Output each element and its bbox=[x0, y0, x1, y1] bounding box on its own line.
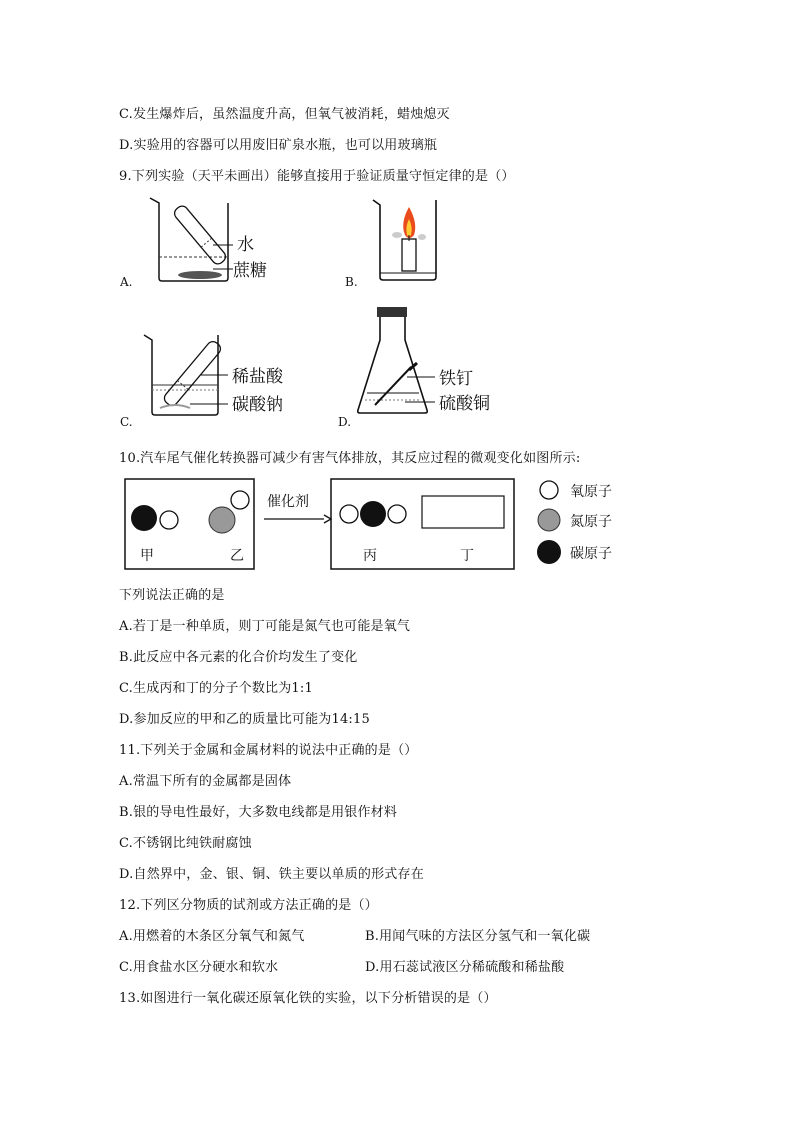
nitrogen-atom-icon bbox=[209, 507, 235, 533]
q12-option-c: C.用食盐水区分硬水和软水 bbox=[119, 960, 279, 975]
legend-oxygen-icon bbox=[540, 481, 558, 499]
q8-option-c: C.发生爆炸后，虽然温度升高，但氧气被消耗，蜡烛熄灭 bbox=[119, 107, 450, 122]
q11-option-b: B.银的导电性最好，大多数电线都是用银作材料 bbox=[119, 805, 398, 820]
q10-stem: 10.汽车尾气催化转换器可减少有害气体排放，其反应过程的微观变化如图所示: bbox=[119, 451, 581, 466]
q9-stem: 9.下列实验（天平未画出）能够直接用于验证质量守恒定律的是（） bbox=[119, 169, 515, 184]
legend-carbon-icon bbox=[537, 540, 561, 564]
q9-fig-d-label: D. bbox=[338, 415, 352, 429]
q10-option-d: D.参加反应的甲和乙的质量比可能为14:15 bbox=[119, 712, 370, 727]
q11-option-c: C.不锈钢比纯铁耐腐蚀 bbox=[119, 836, 252, 851]
q11-stem: 11.下列关于金属和金属材料的说法中正确的是（） bbox=[119, 743, 418, 758]
q11-option-a: A.常温下所有的金属都是固体 bbox=[119, 774, 292, 789]
q10-option-b: B.此反应中各元素的化合价均发生了变化 bbox=[119, 650, 358, 665]
fig-a-label-sugar: 蔗糖 bbox=[233, 261, 267, 281]
q9-figure-c bbox=[140, 330, 300, 420]
q10-option-a: A.若丁是一种单质，则丁可能是氮气也可能是氧气 bbox=[119, 619, 411, 634]
q10-sub-stem: 下列说法正确的是 bbox=[119, 588, 225, 603]
label-bing: 丙 bbox=[363, 548, 377, 564]
oxygen-atom-icon bbox=[160, 511, 178, 529]
legend-oxygen: 氧原子 bbox=[570, 484, 612, 500]
q13-stem: 13.如图进行一氧化碳还原氧化铁的实验，以下分析错误的是（） bbox=[119, 991, 497, 1006]
q12-option-a: A.用燃着的木条区分氧气和氮气 bbox=[119, 929, 305, 944]
label-jia: 甲 bbox=[140, 548, 154, 564]
q9-figure-d bbox=[355, 305, 525, 420]
fig-c-label-na2co3: 碳酸钠 bbox=[232, 395, 283, 415]
oxygen-atom-icon bbox=[231, 491, 249, 509]
carbon-atom-icon bbox=[131, 505, 157, 531]
arrow-right-icon bbox=[324, 515, 331, 523]
q11-option-d: D.自然界中，金、银、铜、铁主要以单质的形式存在 bbox=[119, 867, 424, 882]
q10-diagram bbox=[124, 476, 644, 572]
fig-c-label-hcl: 稀盐酸 bbox=[232, 367, 283, 387]
q9-figure-a bbox=[145, 195, 285, 290]
legend-nitrogen-icon bbox=[538, 509, 560, 531]
fig-a-label-water: 水 bbox=[237, 235, 254, 255]
fig-d-label-cuso4: 硫酸铜 bbox=[439, 394, 490, 414]
fig-d-label-nail: 铁钉 bbox=[439, 369, 473, 389]
q9-fig-a-label: A. bbox=[120, 275, 133, 289]
legend-nitrogen: 氮原子 bbox=[570, 514, 612, 530]
q9-fig-c-label: C. bbox=[120, 415, 133, 429]
catalyst-label: 催化剂 bbox=[267, 494, 309, 510]
q10-option-c: C.生成丙和丁的分子个数比为1:1 bbox=[119, 681, 313, 696]
q9-fig-b-label: B. bbox=[345, 275, 358, 289]
q12-option-b: B.用闻气味的方法区分氢气和一氧化碳 bbox=[365, 929, 591, 944]
q9-figure-b bbox=[370, 195, 450, 285]
q12-option-d: D.用石蕊试液区分稀硫酸和稀盐酸 bbox=[365, 960, 565, 975]
q8-option-d: D.实验用的容器可以用废旧矿泉水瓶，也可以用玻璃瓶 bbox=[119, 138, 438, 153]
label-ding: 丁 bbox=[460, 548, 474, 564]
legend-carbon: 碳原子 bbox=[570, 546, 612, 562]
q12-stem: 12.下列区分物质的试剂或方法正确的是（） bbox=[119, 898, 378, 913]
label-yi: 乙 bbox=[230, 548, 244, 564]
